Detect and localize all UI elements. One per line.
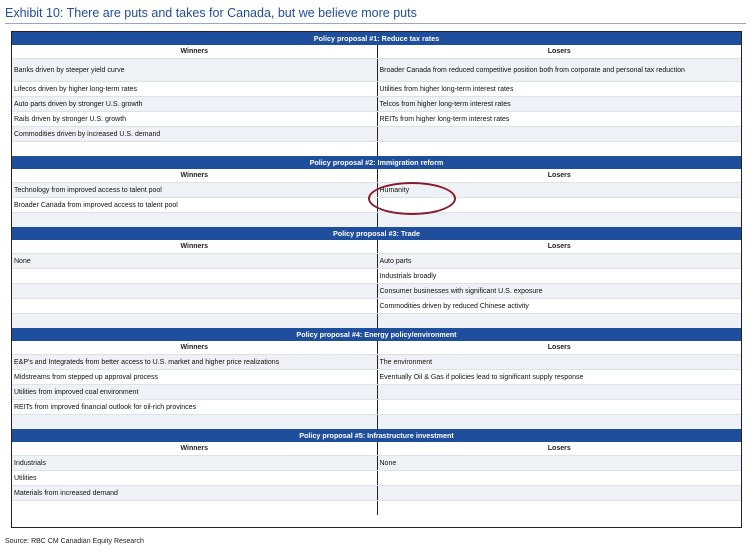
table-row (12, 369, 741, 384)
source-note: Source: RBC CM Canadian Equity Research (5, 538, 144, 545)
winner-cell: Utilities (12, 471, 377, 485)
winner-cell: Midstreams from stepped up approval process (12, 370, 377, 384)
loser-cell: None (377, 456, 742, 470)
section-title: Policy proposal #5: Infrastructure investment (12, 429, 741, 442)
loser-cell: Industrials broadly (377, 269, 742, 283)
winner-cell: Banks driven by steeper yield curve (12, 59, 377, 81)
loser-cell: The environment (377, 355, 742, 369)
table-row (12, 485, 741, 500)
table-row (12, 384, 741, 399)
table-row (12, 126, 741, 141)
loser-cell (377, 142, 742, 156)
table-row (12, 283, 741, 298)
loser-cell: Telcos from higher long-term interest rates (377, 97, 742, 111)
loser-cell (377, 400, 742, 414)
winner-cell: Commodities driven by increased U.S. demand (12, 127, 377, 141)
loser-cell: Eventually Oil & Gas if policies lead to significant supply response (377, 370, 742, 384)
title-rule (5, 23, 746, 24)
table-row (12, 58, 741, 81)
table-row (12, 212, 741, 227)
policy-table (11, 31, 742, 528)
section-title: Policy proposal #1: Reduce tax rates (12, 32, 741, 45)
winner-cell: REITs from improved financial outlook for oil-rich provinces (12, 400, 377, 414)
table-row (12, 455, 741, 470)
loser-cell (377, 471, 742, 485)
table-row (12, 470, 741, 485)
winner-cell: Utilities from improved coal environment (12, 385, 377, 399)
losers-header: Losers (377, 442, 742, 455)
loser-cell (377, 501, 742, 515)
winner-cell: Industrials (12, 456, 377, 470)
table-row (12, 111, 741, 126)
winner-cell (12, 142, 377, 156)
loser-cell: Humanity (377, 183, 742, 197)
table-row (12, 298, 741, 313)
loser-cell: Utilities from higher long-term interest rates (377, 82, 742, 96)
column-header-row (12, 169, 741, 182)
table-row (12, 96, 741, 111)
winner-cell: Technology from improved access to talent pool (12, 183, 377, 197)
table-row (12, 414, 741, 429)
section-title: Policy proposal #3: Trade (12, 227, 741, 240)
losers-header: Losers (377, 240, 742, 253)
table-row (12, 399, 741, 414)
loser-cell (377, 415, 742, 429)
winner-cell (12, 415, 377, 429)
table-row (12, 313, 741, 328)
winner-cell: Broader Canada from improved access to talent pool (12, 198, 377, 212)
section-infrastructure (12, 429, 741, 515)
table-row (12, 141, 741, 156)
winner-cell: None (12, 254, 377, 268)
exhibit-title: Exhibit 10: There are puts and takes for Canada, but we believe more puts (5, 6, 417, 20)
winners-header: Winners (180, 243, 209, 250)
highlight-circle (368, 182, 456, 215)
winners-header: Winners (180, 344, 209, 351)
winner-cell (12, 213, 377, 227)
table-row (12, 81, 741, 96)
winners-header: Winners (180, 172, 209, 179)
section-trade (12, 227, 741, 328)
losers-header: Losers (377, 169, 742, 182)
loser-cell: Auto parts (377, 254, 742, 268)
winner-cell: E&P's and Integrateds from better access to U.S. market and higher price realizations (12, 355, 377, 369)
section-title: Policy proposal #4: Energy policy/environment (12, 328, 741, 341)
loser-cell: Commodities driven by reduced Chinese activity (377, 299, 742, 313)
winner-cell: Rails driven by stronger U.S. growth (12, 112, 377, 126)
winner-cell (12, 314, 377, 328)
column-header-row (12, 341, 741, 354)
loser-cell (377, 213, 742, 227)
loser-cell (377, 385, 742, 399)
section-tax (12, 32, 741, 156)
winner-cell: Auto parts driven by stronger U.S. growth (12, 97, 377, 111)
column-header-row (12, 442, 741, 455)
section-title: Policy proposal #2: Immigration reform (12, 156, 741, 169)
winner-cell: Materials from increased demand (12, 486, 377, 500)
table-row (12, 268, 741, 283)
column-header-row (12, 240, 741, 253)
loser-cell: Consumer businesses with significant U.S. exposure (377, 284, 742, 298)
table-row (12, 253, 741, 268)
winners-header: Winners (180, 445, 209, 452)
winner-cell (12, 299, 377, 313)
loser-cell: Broader Canada from reduced competitive position both from corporate and personal tax reduction (377, 59, 742, 81)
table-row (12, 354, 741, 369)
winners-header: Winners (180, 48, 209, 55)
winner-cell (12, 269, 377, 283)
column-header-row (12, 45, 741, 58)
loser-cell (377, 314, 742, 328)
section-energy (12, 328, 741, 429)
losers-header: Losers (377, 45, 742, 58)
loser-cell: REITs from higher long-term interest rates (377, 112, 742, 126)
loser-cell (377, 127, 742, 141)
table-row (12, 500, 741, 515)
losers-header: Losers (377, 341, 742, 354)
loser-cell (377, 486, 742, 500)
winner-cell (12, 501, 377, 515)
winner-cell (12, 284, 377, 298)
winner-cell: Lifecos driven by higher long-term rates (12, 82, 377, 96)
